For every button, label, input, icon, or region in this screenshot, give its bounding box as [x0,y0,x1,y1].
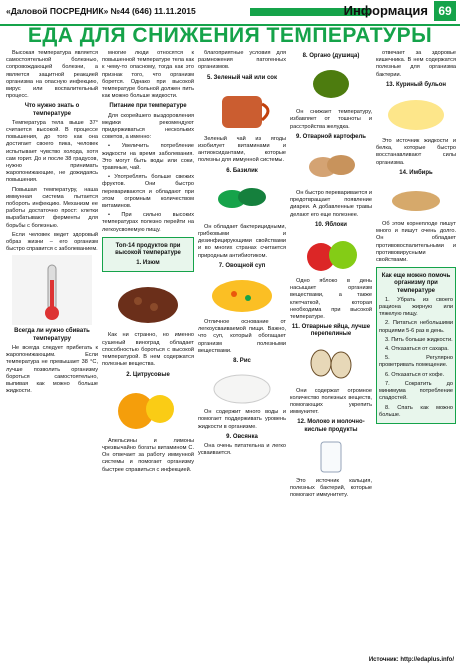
subheading: 1. Изюм [136,260,160,267]
subheading: 8. Органо (душица) [302,53,360,59]
paragraph: • При сильно высоких температурах полезно перейти на легкоусвояемую пищу. [102,212,194,233]
page-number: 69 [434,1,456,21]
chicken-broth-image [379,91,453,136]
paragraph: Как ни странно, но именно сушеный виноград обладает способностью бороться с высокой температурой. В нем содержатся полезные вещества. [102,332,194,368]
column-3 [198,50,286,662]
page-header [0,0,460,26]
list-item: 3. Пить больше жидкости. [385,336,453,343]
quail-eggs-image [293,341,369,386]
vegetable-soup-image [202,272,282,317]
subheading: 10. Яблоки [315,221,347,228]
article-title: ЕДА ДЛЯ СНИЖЕНИЯ ТЕМПЕРАТУРЫ [27,24,433,47]
subheading: 12. Молоко и молочно-кислые продукты [297,419,365,433]
paragraph: Одно яблоко в день насыщает организм веществами, а также клетчаткой, которая необходима при высокой температуре. [290,278,372,321]
subheading: 11. Отварные яйца, лучше перепелиные [291,324,371,338]
paragraph: Это источник жидкости и белка, которые быстро восстанавливают силы организма. [376,138,456,166]
subheading: 2. Цитрусовые [126,371,170,378]
paragraph: Они содержат огромное количество полезных веществ, помогающих укрепить иммунитет. [290,387,372,416]
paragraph: благоприятные условия для размножения патогенных организмов. [198,50,286,71]
tips-box [376,267,456,424]
paragraph: Он быстро переваривается и предотвращает появление диареи. А добавленные травы делают его еще полезнее. [290,190,372,218]
subheading: 9. Овсянка [226,433,258,440]
list-item: 8. Спать как можно больше. [379,404,453,418]
paragraph: Он снижает температуру, избавляет от тошноты и расстройства желудка. [290,109,372,130]
column-2 [102,50,194,662]
subheading: 5. Зеленый чай или сок [207,74,277,81]
subheading: Всегда ли нужно сбивать температуру [14,328,90,342]
oregano-image [293,62,369,107]
column-1 [6,50,98,662]
paragraph: Для скорейшего выздоровления медики рекомендуют придерживаться нескольких советов, а именно: [102,112,194,141]
subheading: Что нужно знать о температуре [24,103,80,117]
paragraph: • Употреблять больше свежих фруктов. Они быстро перевариваются и обладают при этом огромным количеством витаминов. [102,174,194,210]
subheading: 9. Отварной картофель [296,133,366,140]
potato-image [293,143,369,188]
basil-image [202,177,282,222]
paragraph: Она очень питательна и легко усваивается. [198,443,286,457]
subheading: 8. Рис [233,358,251,365]
list-item: 5. Регулярно проветривать помещение. [379,355,453,369]
paragraph: Он содержит много воды и помогает поддерживать уровень жидкости в организме. [198,409,286,430]
thermometer-image [12,255,92,325]
list-item: 4. Отказаться от сахара. [385,346,449,353]
paragraph: Температура тела выше 37° считается высокой. В процессе повышения, до того как она достигает своего пика, человек испытывает чувство холода, хотя сам горит. До и после 38 градусов, нужно принимать жаропонижающие, не дожидаясь повышения. [6,119,98,184]
rice-image [202,367,282,407]
paragraph: Не всегда следует прибегать к жаропонижающим. Если температура не превышает 38 °С, лучше позволить организму бороться самостоятельно, выпивая как можно больше жидкости. [6,344,98,395]
subheading: Питание при температуре [109,103,187,110]
subheading: 13. Куриный бульон [385,81,447,88]
list-item: 1. Убрать из своего рациона жирную или тяжелую пищу. [379,296,453,318]
column-5 [376,50,456,662]
paragraph: Апельсины и лимоны чрезвычайно богаты витамином С. Он отвечает за работу иммунной системы и помогает организму быстрее справиться с инфекцией. [102,437,194,473]
source-link[interactable]: Источник: http://edaplus.info/ [368,657,454,663]
green-tea-image [202,84,282,134]
paragraph: многие люди относятся к повышенной температуре тела как к чему-то опасному, тогда как это признак того, что организм борется. Однако при высокой температуре больной должен пить как можно больше жидкости. [102,50,194,100]
list-item: 7. Сократить до минимума потребление сладостей. [379,380,453,402]
paragraph: Если человек ведет здоровый образ жизни – его организм быстро справится с заболеванием. [6,231,98,253]
paragraph: отвечает за здоровье кишечника. В нем содержатся полезные для организма бактерии. [376,50,456,78]
paragraph: • Увеличить потребление жидкости на время заболевания. Это могут быть воды или соки, травяные, чай. [102,143,194,172]
paragraph: Это источник кальция, полезных бактерий, которые помогают иммунитету. [290,477,372,499]
list-item: 6. Отказаться от кофе. [385,371,445,378]
subheading: 7. Овощной суп [218,262,266,269]
apples-image [293,231,369,276]
paragraph: Об этом корнеплоде пишут много и пишут очень долго. Он обладает противовоспалительными и противовирусными свойствами. [376,221,456,264]
subheading: Как еще можно помочь организму при температуре [381,273,451,294]
column-4 [290,50,372,662]
top-products-box [102,237,194,273]
subheading: 14. Имбирь [399,169,433,176]
paragraph: Зеленый чай из ягоды изобилует витаминами и антиоксидантами, которые полезны для иммунной системы. [198,135,286,164]
paragraph: Он обладает бактерицидными, грибковыми и дезинфицирующими свойствами и во многих странах считается природным антибиотиком. [198,223,286,259]
list-item: 2. Питаться небольшими порциями 5-6 раз в день. [379,320,453,334]
paragraph: Высокая температура является самостоятельной болезнью, сопровождающей болезни, а является защитной реакцией организма на опасную инфекцию, вирус или воспалительный процесс. [6,50,98,100]
paragraph: Отличное основание от легкоусваиваемой пищи. Важно, что суп, который обогащает организм полезными веществами. [198,319,286,354]
subheading: 6. Базилик [226,167,258,174]
milk-image [293,436,369,476]
raisins-image [108,275,188,330]
newspaper-info: «Даловой ПОСРЕДНИК» №44 (646) 11.11.2015 [6,6,196,16]
section-title: Информация [343,3,428,18]
ginger-image [379,179,453,219]
citrus-image [108,381,188,436]
paragraph: Повышая температуру, наша иммунная система пытается побороть инфекцию. Механизм ее работы достаточно прост: клетки вырабатывают ферменты для борьбы с болезнью. [6,186,98,229]
subheading: Топ-14 продуктов при высокой температуре [115,242,181,257]
